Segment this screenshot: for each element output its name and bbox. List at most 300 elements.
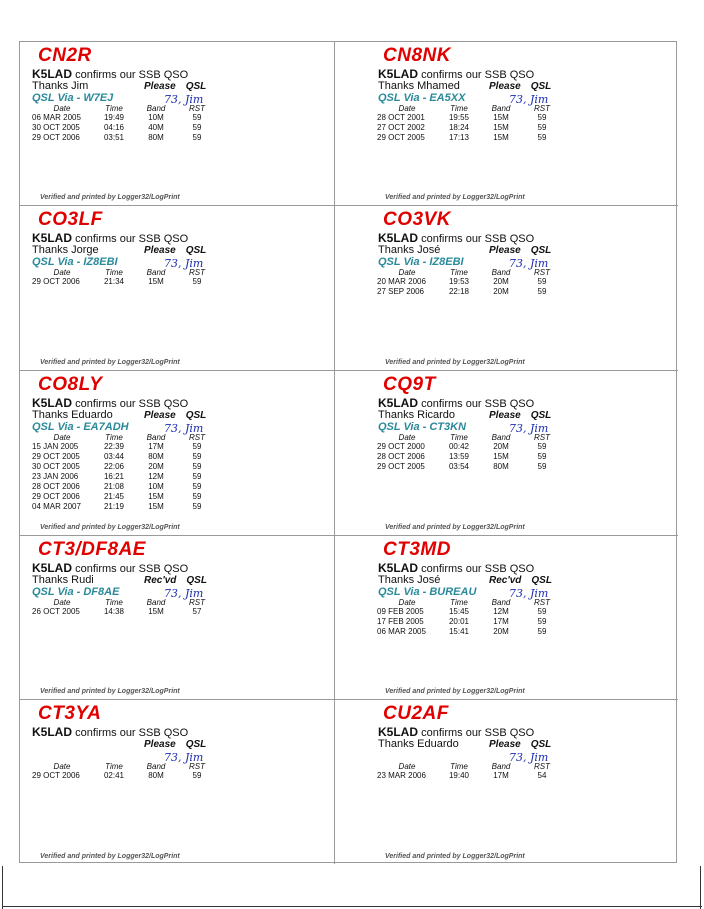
qso-date: 29 OCT 2005 (377, 462, 425, 471)
header-date: Date (398, 433, 416, 442)
confirm-text: confirms our SSB QSO (421, 233, 535, 245)
qsl-via: QSL Via - CT3KN (378, 421, 467, 433)
qso-date: 28 OCT 2001 (377, 113, 425, 122)
header-time: Time (105, 762, 123, 771)
qso-date: 04 MAR 2007 (32, 502, 81, 511)
qsl-label (335, 536, 678, 700)
qso-header-row (32, 269, 218, 277)
qso-time: 22:18 (448, 287, 470, 296)
qso-header-row (377, 105, 563, 113)
qsl-label (20, 536, 335, 700)
qso-time: 03:54 (448, 462, 470, 471)
confirm-text: confirms our SSB QSO (75, 233, 189, 245)
thanks-text: Thanks José (378, 244, 441, 256)
qso-date: 28 OCT 2006 (32, 482, 80, 491)
qso-date: 29 OCT 2006 (32, 771, 80, 780)
callsign: CN8NK (383, 45, 451, 66)
thanks-text: Thanks Eduardo (378, 738, 459, 750)
header-band: Band (491, 433, 511, 442)
qso-date: 27 OCT 2002 (377, 123, 425, 132)
qso-band: 20M (493, 442, 509, 451)
footer-text: Verified and printed by Logger32/LogPrint (40, 194, 180, 201)
header-date: Date (53, 433, 71, 442)
qso-rst: 59 (537, 277, 547, 286)
qso-band: 20M (493, 627, 509, 636)
header-band: Band (491, 762, 511, 771)
qso-time: 21:19 (103, 502, 125, 511)
qso-date: 29 OCT 2006 (32, 492, 80, 501)
status-word: Rec'vd (489, 575, 522, 586)
qso-time: 19:40 (448, 771, 470, 780)
thanks-text: Thanks Jorge (32, 244, 99, 256)
thanks-text: Thanks Eduardo (32, 409, 113, 421)
qsl-word: QSL (531, 575, 552, 586)
signature: 73, Jim (509, 587, 549, 600)
own-callsign: K5LAD (378, 67, 419, 81)
header-band: Band (146, 762, 166, 771)
qso-time: 03:51 (103, 133, 125, 142)
footer-text: Verified and printed by Logger32/LogPrint (385, 853, 525, 860)
footer-text: Verified and printed by Logger32/LogPrint (385, 524, 525, 531)
qso-date: 29 OCT 2006 (32, 277, 80, 286)
header-rst: RST (189, 268, 205, 277)
qso-header-row (377, 434, 563, 442)
footer-text: Verified and printed by Logger32/LogPrint (40, 359, 180, 366)
qsl-via: QSL Via - W7EJ (32, 92, 114, 104)
header-rst: RST (534, 762, 550, 771)
header-date: Date (398, 268, 416, 277)
qso-header-row (377, 269, 563, 277)
qso-rst: 59 (537, 133, 547, 142)
qsl-word: QSL (186, 575, 207, 586)
qso-time: 22:06 (103, 462, 125, 471)
qso-rst: 59 (192, 472, 202, 481)
thanks-text: Thanks Ricardo (378, 409, 456, 421)
header-rst: RST (189, 762, 205, 771)
qso-band: 10M (148, 482, 164, 491)
header-date: Date (398, 104, 416, 113)
qso-time: 17:13 (448, 133, 470, 142)
qsl-status (489, 410, 551, 421)
header-rst: RST (534, 598, 550, 607)
qsl-label (20, 700, 335, 864)
qso-time: 14:38 (103, 607, 125, 616)
qso-table (32, 599, 218, 617)
qso-time: 02:41 (103, 771, 125, 780)
qso-rst: 59 (537, 113, 547, 122)
qso-rst: 59 (537, 617, 547, 626)
qso-date: 15 JAN 2005 (32, 442, 79, 451)
qso-band: 40M (148, 123, 164, 132)
signature: 73, Jim (509, 751, 549, 764)
qso-row (377, 123, 563, 133)
label-grid (20, 42, 676, 862)
qso-row (377, 287, 563, 297)
qsl-label (335, 206, 678, 371)
qso-row (377, 462, 563, 472)
status-word: Please (144, 81, 176, 92)
qso-time: 21:08 (103, 482, 125, 491)
own-callsign: K5LAD (32, 67, 73, 81)
qso-date: 29 OCT 2000 (377, 442, 425, 451)
qso-band: 15M (493, 113, 509, 122)
qso-row (32, 771, 218, 781)
label-sheet (19, 41, 677, 863)
qsl-word: QSL (185, 81, 207, 92)
status-word: Please (489, 410, 521, 421)
qsl-status (489, 739, 551, 750)
qso-date: 20 MAR 2006 (377, 277, 426, 286)
qso-row (377, 617, 563, 627)
footer-text: Verified and printed by Logger32/LogPrint (40, 524, 180, 531)
footer-text: Verified and printed by Logger32/LogPrint (40, 853, 180, 860)
qso-band: 17M (493, 617, 509, 626)
signature: 73, Jim (509, 422, 549, 435)
qso-rst: 59 (537, 607, 547, 616)
header-rst: RST (534, 268, 550, 277)
qso-date: 06 MAR 2005 (377, 627, 426, 636)
qso-table (377, 599, 563, 637)
qso-row (32, 482, 218, 492)
qso-time: 15:45 (448, 607, 470, 616)
qso-rst: 57 (192, 607, 202, 616)
footer-text: Verified and printed by Logger32/LogPrint (385, 688, 525, 695)
qso-row (32, 462, 218, 472)
qso-header-row (377, 599, 563, 607)
qso-row (377, 771, 563, 781)
qso-time: 15:41 (448, 627, 470, 636)
qso-time: 13:59 (448, 452, 470, 461)
qso-row (32, 452, 218, 462)
qso-date: 28 OCT 2006 (377, 452, 425, 461)
signature: 73, Jim (164, 93, 204, 106)
qsl-label (335, 700, 678, 864)
qso-row (32, 607, 218, 617)
qso-time: 21:45 (103, 492, 125, 501)
own-callsign: K5LAD (378, 725, 419, 739)
qsl-word: QSL (185, 245, 207, 256)
qso-row (32, 492, 218, 502)
qso-rst: 59 (537, 452, 547, 461)
signature: 73, Jim (164, 257, 204, 270)
signature: 73, Jim (164, 422, 204, 435)
header-band: Band (146, 104, 166, 113)
confirm-text: confirms our SSB QSO (421, 727, 535, 739)
header-time: Time (105, 268, 123, 277)
header-band: Band (491, 598, 511, 607)
qsl-word: QSL (185, 410, 207, 421)
qsl-via: QSL Via - IZ8EBI (32, 256, 118, 268)
qso-header-row (32, 105, 218, 113)
qso-time: 00:42 (448, 442, 470, 451)
own-callsign: K5LAD (378, 231, 419, 245)
own-callsign: K5LAD (32, 561, 73, 575)
qso-band: 15M (148, 277, 164, 286)
header-rst: RST (189, 433, 205, 442)
signature: 73, Jim (164, 751, 204, 764)
qsl-via: QSL Via - IZ8EBI (378, 256, 464, 268)
qso-table (32, 269, 218, 287)
qso-rst: 59 (537, 123, 547, 132)
callsign: CO3LF (38, 209, 103, 230)
page-edge-bottom (2, 906, 702, 907)
header-date: Date (53, 104, 71, 113)
header-date: Date (53, 598, 71, 607)
qso-rst: 59 (192, 277, 202, 286)
header-time: Time (105, 598, 123, 607)
qso-time: 19:55 (448, 113, 470, 122)
confirm-text: confirms our SSB QSO (421, 563, 535, 575)
qsl-label (20, 42, 335, 206)
qsl-status (489, 575, 552, 586)
qsl-via: QSL Via - EA7ADH (32, 421, 129, 433)
qso-band: 17M (148, 442, 164, 451)
qso-date: 29 OCT 2005 (377, 133, 425, 142)
qsl-word: QSL (530, 739, 552, 750)
qso-time: 18:24 (448, 123, 470, 132)
qso-rst: 59 (192, 771, 202, 780)
confirm-text: confirms our SSB QSO (75, 727, 189, 739)
qso-band: 80M (493, 462, 509, 471)
qso-band: 15M (148, 607, 164, 616)
qso-time: 04:16 (103, 123, 125, 132)
qso-date: 17 FEB 2005 (377, 617, 424, 626)
qsl-status (144, 739, 206, 750)
own-callsign: K5LAD (32, 396, 73, 410)
qso-band: 10M (148, 113, 164, 122)
header-time: Time (450, 433, 468, 442)
confirm-line (378, 231, 534, 245)
confirm-line (378, 396, 534, 410)
qso-time: 20:01 (448, 617, 470, 626)
qso-time: 21:34 (103, 277, 125, 286)
header-band: Band (491, 104, 511, 113)
header-time: Time (450, 268, 468, 277)
confirm-text: confirms our SSB QSO (75, 563, 189, 575)
confirm-text: confirms our SSB QSO (421, 398, 535, 410)
qso-band: 20M (493, 277, 509, 286)
qso-row (377, 277, 563, 287)
qso-band: 17M (493, 771, 509, 780)
signature: 73, Jim (509, 93, 549, 106)
qso-time: 19:49 (103, 113, 125, 122)
qsl-via: QSL Via - BUREAU (378, 586, 477, 598)
qsl-label (20, 371, 335, 536)
qso-rst: 59 (192, 123, 202, 132)
status-word: Please (144, 245, 176, 256)
qso-rst: 59 (192, 113, 202, 122)
qso-row (32, 123, 218, 133)
header-rst: RST (189, 598, 205, 607)
confirm-line (378, 725, 534, 739)
qso-date: 26 OCT 2005 (32, 607, 80, 616)
qso-time: 22:39 (103, 442, 125, 451)
qso-time: 16:21 (103, 472, 125, 481)
header-date: Date (398, 598, 416, 607)
callsign: CQ9T (383, 374, 436, 395)
confirm-line (32, 725, 188, 739)
qso-date: 23 JAN 2006 (32, 472, 79, 481)
thanks-text: Thanks Rudi (32, 574, 94, 586)
qso-row (377, 627, 563, 637)
qso-band: 80M (148, 452, 164, 461)
qso-rst: 59 (192, 133, 202, 142)
footer-text: Verified and printed by Logger32/LogPrint (385, 359, 525, 366)
qso-rst: 59 (537, 442, 547, 451)
qsl-label (335, 371, 678, 536)
header-band: Band (146, 598, 166, 607)
confirm-text: confirms our SSB QSO (75, 398, 189, 410)
qso-table (377, 269, 563, 297)
page-edge-left (2, 866, 3, 909)
qso-header-row (32, 599, 218, 607)
qso-time: 19:53 (448, 277, 470, 286)
qso-rst: 59 (192, 462, 202, 471)
confirm-line (32, 396, 188, 410)
qso-rst: 54 (537, 771, 547, 780)
header-rst: RST (534, 104, 550, 113)
qso-band: 15M (493, 123, 509, 132)
qso-band: 15M (493, 452, 509, 461)
callsign: CT3MD (383, 539, 451, 560)
qso-row (32, 277, 218, 287)
qso-rst: 59 (192, 452, 202, 461)
qso-date: 30 OCT 2005 (32, 462, 80, 471)
confirm-line (32, 231, 188, 245)
qsl-status (489, 81, 551, 92)
thanks-text: Thanks José (378, 574, 441, 586)
header-time: Time (105, 104, 123, 113)
qsl-label (335, 42, 678, 206)
qso-row (32, 442, 218, 452)
callsign: CT3/DF8AE (38, 539, 146, 560)
callsign: CO8LY (38, 374, 103, 395)
qso-rst: 59 (537, 627, 547, 636)
qsl-word: QSL (530, 245, 552, 256)
qso-band: 15M (148, 492, 164, 501)
qso-date: 27 SEP 2006 (377, 287, 425, 296)
header-date: Date (53, 762, 71, 771)
qso-row (377, 113, 563, 123)
qso-rst: 59 (192, 492, 202, 501)
header-rst: RST (189, 104, 205, 113)
qso-rst: 59 (537, 287, 547, 296)
header-time: Time (105, 433, 123, 442)
qso-band: 80M (148, 771, 164, 780)
qso-date: 06 MAR 2005 (32, 113, 81, 122)
own-callsign: K5LAD (32, 725, 73, 739)
status-word: Please (489, 81, 521, 92)
callsign: CU2AF (383, 703, 449, 724)
header-time: Time (450, 104, 468, 113)
qso-date: 23 MAR 2006 (377, 771, 426, 780)
thanks-text: Thanks Mhamed (378, 80, 460, 92)
footer-text: Verified and printed by Logger32/LogPrint (40, 688, 180, 695)
qso-table (32, 434, 218, 512)
thanks-text: Thanks Jim (32, 80, 89, 92)
own-callsign: K5LAD (32, 231, 73, 245)
qsl-status (489, 245, 551, 256)
page-edge-right (700, 866, 701, 909)
qso-row (377, 442, 563, 452)
status-word: Rec'vd (144, 575, 177, 586)
confirm-line (378, 67, 534, 81)
qsl-word: QSL (530, 81, 552, 92)
status-word: Please (144, 410, 176, 421)
header-time: Time (450, 762, 468, 771)
qso-row (32, 113, 218, 123)
qso-rst: 59 (537, 462, 547, 471)
status-word: Please (489, 739, 521, 750)
signature: 73, Jim (509, 257, 549, 270)
header-band: Band (146, 268, 166, 277)
header-band: Band (491, 268, 511, 277)
qso-band: 12M (148, 472, 164, 481)
qso-band: 20M (493, 287, 509, 296)
qsl-status (144, 81, 206, 92)
confirm-line (32, 67, 188, 81)
qso-table (377, 434, 563, 472)
qsl-via: QSL Via - DF8AE (32, 586, 120, 598)
qso-date: 29 OCT 2006 (32, 133, 80, 142)
qso-table (377, 763, 563, 781)
header-band: Band (146, 433, 166, 442)
qso-band: 20M (148, 462, 164, 471)
callsign: CT3YA (38, 703, 102, 724)
status-word: Please (144, 739, 176, 750)
qso-date: 30 OCT 2005 (32, 123, 80, 132)
footer-text: Verified and printed by Logger32/LogPrint (385, 194, 525, 201)
qso-row (377, 452, 563, 462)
qso-rst: 59 (192, 442, 202, 451)
qsl-word: QSL (530, 410, 552, 421)
qso-table (32, 105, 218, 143)
qsl-word: QSL (185, 739, 207, 750)
qso-table (377, 105, 563, 143)
qso-row (32, 502, 218, 512)
qsl-status (144, 245, 206, 256)
qsl-status (144, 410, 206, 421)
qso-date: 09 FEB 2005 (377, 607, 424, 616)
qso-row (377, 607, 563, 617)
qso-date: 29 OCT 2005 (32, 452, 80, 461)
qso-rst: 59 (192, 502, 202, 511)
qso-row (32, 133, 218, 143)
header-date: Date (398, 762, 416, 771)
qso-band: 15M (493, 133, 509, 142)
callsign: CO3VK (383, 209, 451, 230)
qso-row (32, 472, 218, 482)
header-rst: RST (534, 433, 550, 442)
qsl-label (20, 206, 335, 371)
callsign: CN2R (38, 45, 92, 66)
own-callsign: K5LAD (378, 396, 419, 410)
confirm-text: confirms our SSB QSO (75, 69, 189, 81)
qso-header-row (377, 763, 563, 771)
confirm-line (378, 561, 534, 575)
qsl-via: QSL Via - EA5XX (378, 92, 466, 104)
confirm-text: confirms our SSB QSO (421, 69, 535, 81)
qso-table (32, 763, 218, 781)
signature: 73, Jim (164, 587, 204, 600)
qso-band: 80M (148, 133, 164, 142)
header-time: Time (450, 598, 468, 607)
qsl-status (144, 575, 207, 586)
qso-header-row (32, 434, 218, 442)
qso-rst: 59 (192, 482, 202, 491)
confirm-line (32, 561, 188, 575)
qso-row (377, 133, 563, 143)
